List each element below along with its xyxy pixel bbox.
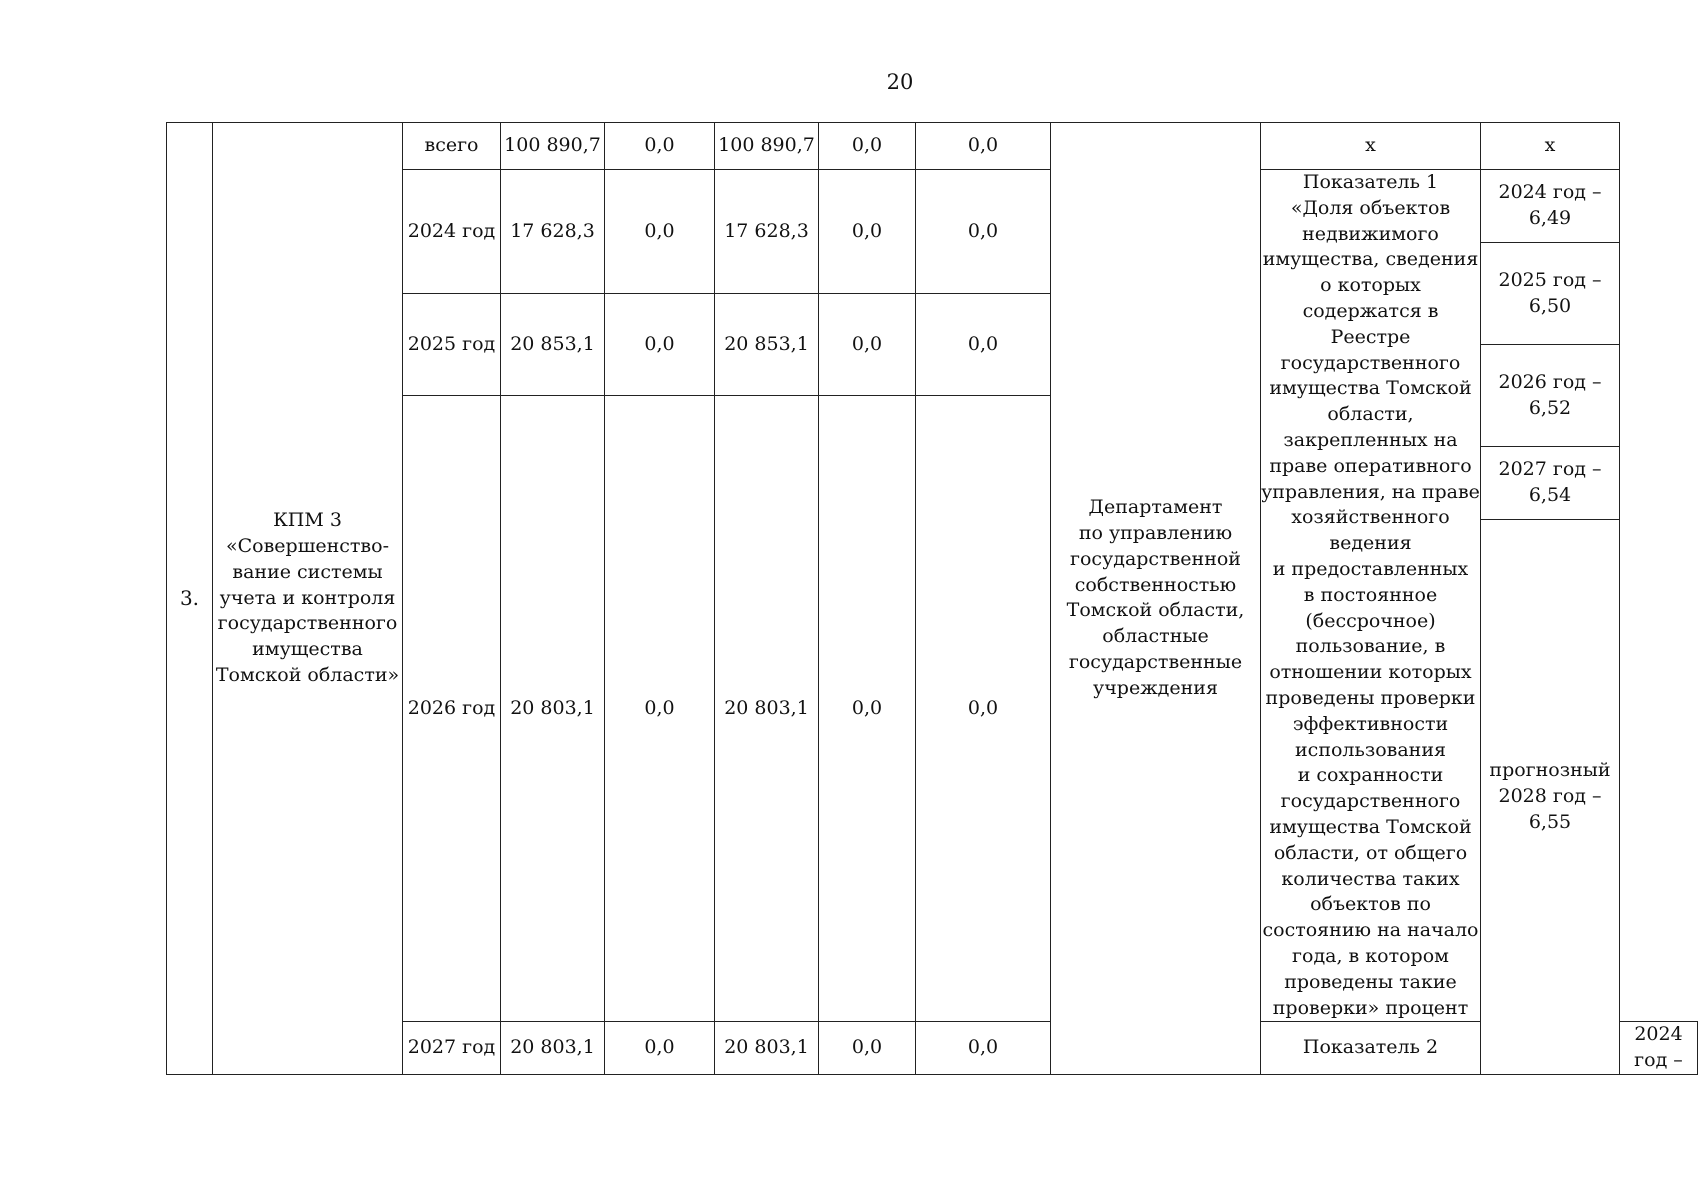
indicator-line: пользование, в: [1295, 635, 1446, 658]
indicator-line: имущества Томской: [1269, 377, 1472, 400]
local-cell: 0,0: [819, 294, 916, 396]
indicator-value-line: 2028 год –: [1498, 785, 1602, 808]
regional-cell: 20 803,1: [715, 1022, 819, 1075]
period-cell: 2026 год: [403, 396, 501, 1022]
indicator-value-2028-forecast: [1481, 520, 1620, 1075]
regional-cell: 17 628,3: [715, 170, 819, 294]
total-cell: 20 803,1: [501, 396, 605, 1022]
total-cell: 20 803,1: [501, 1022, 605, 1075]
indicator-line: эффективности: [1292, 712, 1449, 735]
indicator-value-2025: [1481, 243, 1620, 345]
indicator-1-description: [1261, 170, 1481, 1022]
responsible-line: государственной: [1070, 547, 1241, 570]
indicator-line: «Доля объектов: [1290, 196, 1451, 219]
indicator-value-2027: [1481, 447, 1620, 520]
period-cell: 2025 год: [403, 294, 501, 396]
indicator-line: ведения: [1329, 532, 1412, 555]
indicator-line: закрепленных на: [1283, 428, 1458, 451]
indicator-line: Показатель 1: [1302, 171, 1439, 193]
indicator-line: области,: [1327, 403, 1414, 426]
responsible-line: областные: [1102, 625, 1209, 648]
indicator-value-line: 6,55: [1528, 810, 1572, 833]
responsible-line: государственные: [1068, 651, 1243, 674]
federal-cell: 0,0: [605, 123, 715, 170]
federal-cell: 0,0: [605, 1022, 715, 1075]
regional-cell: 100 890,7: [715, 123, 819, 170]
indicator-value-2024: [1481, 170, 1620, 243]
row-index: 3.: [167, 123, 213, 1075]
indicator-line: о которых: [1320, 274, 1421, 297]
page-number: 20: [886, 70, 914, 94]
period-cell: всего: [403, 123, 501, 170]
indicator-line: области, от общего: [1273, 841, 1468, 864]
responsible-line: по управлению: [1078, 522, 1233, 545]
responsible-line: Департамент: [1088, 496, 1223, 519]
responsible-line: учреждения: [1093, 676, 1218, 699]
indicator-line: использования: [1295, 738, 1446, 761]
indicator-line: и предоставленных: [1272, 557, 1469, 580]
federal-cell: 0,0: [605, 170, 715, 294]
indicator-line: состоянию на начало: [1262, 919, 1479, 942]
indicator-value-x-cell: х: [1481, 123, 1620, 170]
indicator-value-line: 2027 год –: [1498, 458, 1602, 481]
local-cell: 0,0: [819, 170, 916, 294]
regional-cell: 20 853,1: [715, 294, 819, 396]
federal-cell: 0,0: [605, 396, 715, 1022]
responsible-line: собственностью: [1074, 573, 1237, 596]
regional-cell: 20 803,1: [715, 396, 819, 1022]
indicator-line: и сохранности: [1297, 764, 1444, 787]
other-cell: 0,0: [916, 396, 1051, 1022]
period-cell: 2024 год: [403, 170, 501, 294]
indicator-x-cell: х: [1261, 123, 1481, 170]
indicator-line: в постоянное: [1303, 583, 1438, 606]
program-name-line: государственного: [217, 612, 398, 635]
program-name-line: вание системы: [232, 560, 383, 583]
indicator-value-line: 2026 год –: [1498, 370, 1602, 393]
indicator-value-2026: [1481, 345, 1620, 447]
indicator-line: отношении которых: [1269, 661, 1472, 684]
program-name: [213, 123, 403, 1075]
indicator-line: года, в котором: [1292, 944, 1449, 967]
indicator-line: имущества Томской: [1269, 815, 1472, 838]
local-cell: 0,0: [819, 1022, 916, 1075]
program-table: [166, 122, 1698, 1075]
program-name-line: «Совершенство-: [226, 534, 389, 557]
indicator-line: (бессрочное): [1305, 609, 1436, 632]
indicator-line: проведены такие: [1284, 970, 1457, 993]
indicator-value-line: 2025 год –: [1498, 268, 1602, 291]
indicator-line: количества таких: [1281, 867, 1460, 890]
total-cell: 100 890,7: [501, 123, 605, 170]
other-cell: 0,0: [916, 170, 1051, 294]
indicator-line: содержатся в Реестре: [1302, 299, 1439, 348]
program-name-line: учета и контроля: [219, 586, 396, 609]
indicator-value-line: 6,49: [1528, 207, 1572, 229]
total-cell: 20 853,1: [501, 294, 605, 396]
program-name-line: Томской области»: [215, 663, 400, 686]
responsible-line: Томской области,: [1066, 599, 1245, 622]
indicator-line: государственного: [1280, 351, 1461, 374]
indicator-value-line: 6,52: [1528, 396, 1572, 419]
program-name-line: КПМ 3: [273, 509, 342, 532]
indicator-2-name: Показатель 2: [1261, 1022, 1481, 1075]
indicator-line: управления, на праве: [1261, 480, 1480, 503]
indicator-line: проведены проверки: [1265, 686, 1476, 709]
total-cell: 17 628,3: [501, 170, 605, 294]
indicator-line: объектов по: [1310, 893, 1431, 916]
federal-cell: 0,0: [605, 294, 715, 396]
indicator-2-value: 2024 год –: [1620, 1022, 1698, 1075]
other-cell: 0,0: [916, 1022, 1051, 1075]
indicator-line: недвижимого: [1302, 222, 1439, 245]
other-cell: 0,0: [916, 123, 1051, 170]
indicator-line: проверки» процент: [1272, 996, 1469, 1019]
indicator-value-line: 2024 год –: [1498, 181, 1602, 204]
other-cell: 0,0: [916, 294, 1051, 396]
local-cell: 0,0: [819, 396, 916, 1022]
indicator-line: государственного: [1280, 790, 1461, 813]
local-cell: 0,0: [819, 123, 916, 170]
program-name-line: имущества: [252, 638, 363, 661]
indicator-value-line: 6,50: [1528, 294, 1572, 317]
indicator-value-line: прогнозный: [1489, 759, 1611, 782]
indicator-line: имущества, сведения: [1262, 248, 1479, 271]
indicator-value-line: 6,54: [1528, 484, 1572, 507]
responsible-executor: [1051, 123, 1261, 1075]
indicator-line: праве оперативного: [1269, 454, 1472, 477]
period-cell: 2027 год: [403, 1022, 501, 1075]
indicator-line: хозяйственного: [1291, 506, 1450, 529]
